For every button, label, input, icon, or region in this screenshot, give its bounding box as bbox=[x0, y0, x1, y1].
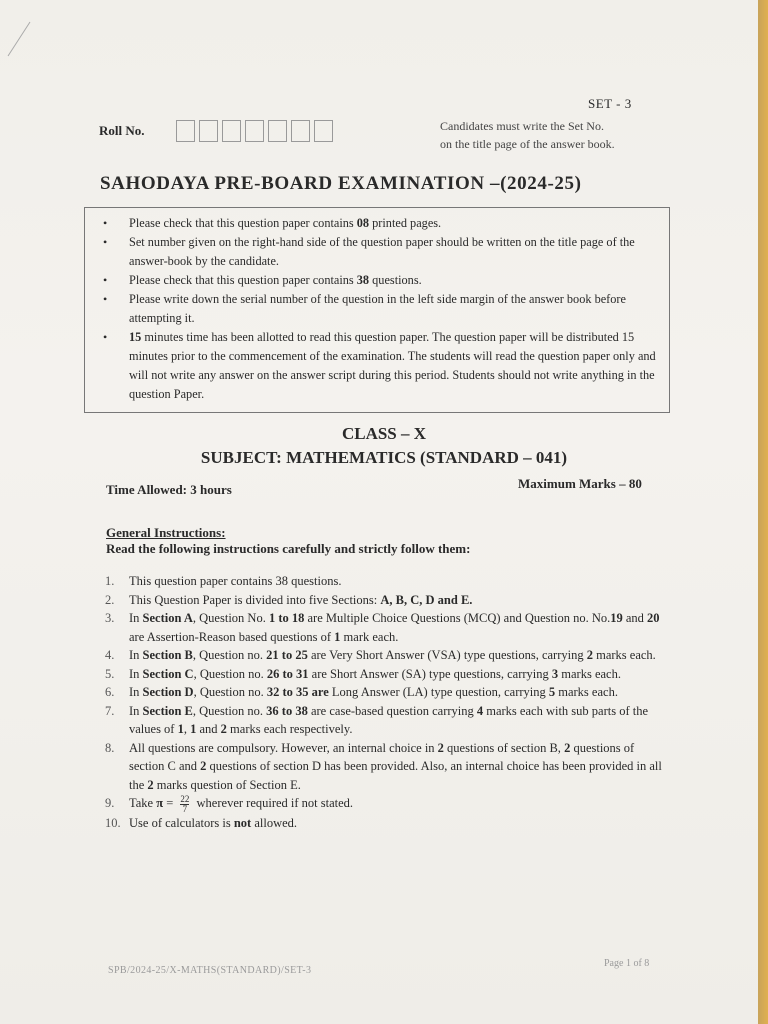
general-instruction-item bbox=[100, 646, 672, 665]
instruction-text: allowed. bbox=[251, 815, 298, 830]
roll-no-box[interactable] bbox=[176, 120, 195, 142]
instruction-bold-text: A, B, C, D and E. bbox=[380, 592, 473, 607]
instruction-text: marks each. bbox=[555, 685, 618, 699]
general-instruction-item bbox=[100, 794, 672, 814]
instruction-text: are case-based question carrying bbox=[307, 703, 477, 718]
instruction-text: mark each. bbox=[340, 629, 399, 644]
instruction-text: , Question no. bbox=[192, 703, 267, 718]
instruction-number: 7. bbox=[105, 703, 115, 718]
instruction-text: Take bbox=[129, 796, 157, 810]
instruction-bold-text: Section C bbox=[142, 666, 194, 681]
instruction-text: marks each respectively. bbox=[226, 722, 353, 736]
fold-mark bbox=[0, 0, 40, 60]
instruction-bold-text: 26 to 31 bbox=[266, 666, 309, 681]
paper-edge-shadow bbox=[758, 0, 768, 1024]
roll-no-box[interactable] bbox=[199, 120, 218, 142]
instruction-text: marks each with sub parts of the values of bbox=[129, 703, 649, 736]
preliminary-instructions-box bbox=[84, 207, 670, 413]
instruction-bold-text: 1 bbox=[334, 629, 341, 644]
instruction-text: , Question No. bbox=[192, 611, 269, 625]
instruction-bold-text: 19 bbox=[610, 611, 623, 625]
instruction-number: 6. bbox=[105, 685, 115, 699]
instruction-text: questions of section B, bbox=[443, 740, 565, 755]
instruction-text: Please check that this question paper contains bbox=[129, 216, 357, 230]
bullet-icon: • bbox=[103, 216, 108, 230]
pi-fraction: $\frac{22}{7}$ bbox=[180, 793, 190, 814]
preliminary-instruction-item bbox=[95, 271, 657, 290]
general-instruction-item bbox=[100, 683, 672, 702]
instruction-text: are Very Short Answer (VSA) type questions, carrying bbox=[307, 648, 587, 662]
bullet-icon: • bbox=[103, 273, 108, 287]
instruction-text: and bbox=[622, 611, 648, 625]
instruction-text: questions. bbox=[369, 273, 422, 287]
instruction-text: In bbox=[129, 703, 143, 718]
instruction-text: marks question of Section E. bbox=[153, 777, 301, 792]
instruction-text: are Short Answer (SA) type questions, carrying bbox=[308, 666, 552, 681]
instruction-text: This Question Paper is divided into five Sections: bbox=[129, 592, 381, 607]
instruction-text: questions of section C and bbox=[129, 740, 635, 773]
instruction-text: marks each. bbox=[558, 666, 621, 681]
instruction-text: In bbox=[129, 611, 143, 625]
instruction-number: 1. bbox=[105, 574, 115, 588]
instruction-number: 3. bbox=[105, 611, 115, 625]
footer-page-number: Page 1 of 8 bbox=[604, 958, 650, 969]
instruction-bold-text: 2 bbox=[220, 722, 227, 736]
roll-no-box[interactable] bbox=[314, 120, 333, 142]
bullet-icon: • bbox=[103, 330, 108, 344]
instruction-bold-text: 1 bbox=[190, 722, 197, 736]
instruction-text: Long Answer (LA) type question, carrying bbox=[328, 685, 549, 699]
instruction-bold-text: Section A bbox=[142, 611, 193, 625]
instruction-text: In bbox=[129, 685, 143, 699]
preliminary-instruction-item bbox=[95, 290, 657, 328]
candidate-note bbox=[440, 117, 670, 153]
preliminary-instruction-item bbox=[95, 328, 657, 404]
instruction-bold-text: Section E bbox=[142, 703, 193, 718]
roll-no-box[interactable] bbox=[222, 120, 241, 142]
instruction-text: , bbox=[183, 722, 191, 736]
instruction-number: 2. bbox=[105, 592, 115, 607]
instruction-text: printed pages. bbox=[369, 216, 442, 230]
roll-no-box[interactable] bbox=[245, 120, 264, 142]
preliminary-instruction-item bbox=[95, 214, 657, 233]
instruction-text: are Assertion-Reason based questions of bbox=[129, 629, 335, 644]
roll-no-boxes[interactable] bbox=[176, 120, 337, 142]
general-instruction-item bbox=[100, 665, 672, 684]
roll-no-label: Roll No. bbox=[99, 123, 145, 138]
instruction-bold-text: Section D bbox=[142, 685, 194, 699]
instruction-text: questions of section D has been provided. Also, an internal choice has been provided in all the bbox=[129, 759, 662, 792]
instruction-text: This question paper contains 38 questions. bbox=[129, 574, 342, 588]
instruction-text: In bbox=[129, 648, 143, 662]
instruction-text: , Question no. bbox=[193, 685, 267, 699]
instruction-number: 8. bbox=[105, 740, 115, 755]
instruction-bold-text: 2 bbox=[147, 777, 154, 792]
set-number: SET - 3 bbox=[588, 96, 632, 111]
instruction-bold-text: 3 bbox=[551, 666, 559, 681]
instruction-text: minutes time has been allotted to read this question paper. The question paper will be distributed 15 minutes prior to the commencement of the examination. The students will read the question paper only and will not write any answer on the answer script during this period. Students should not write anything in the question Paper. bbox=[129, 330, 656, 401]
candidate-note-line2: on the title page of the answer book. bbox=[440, 137, 615, 151]
general-instruction-item bbox=[100, 591, 672, 610]
instruction-text: Please check that this question paper contains bbox=[129, 273, 357, 287]
general-instructions-title: General Instructions: bbox=[106, 525, 226, 540]
instruction-text: wherever required if not stated. bbox=[193, 796, 354, 810]
instruction-bold-text: 5 bbox=[548, 685, 556, 699]
instruction-text: = bbox=[163, 796, 177, 810]
instruction-bold-text: 38 bbox=[356, 273, 370, 287]
instruction-text: Use of calculators is bbox=[129, 815, 234, 830]
instruction-bold-text: not bbox=[233, 815, 252, 830]
instruction-text: , Question no. bbox=[193, 666, 267, 681]
instruction-number: 4. bbox=[105, 648, 115, 662]
instruction-text: marks each. bbox=[592, 648, 656, 662]
instruction-bold-text: π bbox=[156, 796, 164, 810]
instruction-bold-text: 2 bbox=[564, 740, 571, 755]
time-allowed: Time Allowed: 3 hours bbox=[106, 482, 232, 497]
instruction-bold-text: 4 bbox=[476, 703, 484, 718]
general-instruction-item bbox=[100, 739, 672, 795]
subject-title: SUBJECT: MATHEMATICS (STANDARD – 041) bbox=[200, 448, 568, 467]
instruction-text: are Multiple Choice Questions (MCQ) and Question no. No. bbox=[304, 611, 611, 625]
instruction-bold-text: Section B bbox=[142, 648, 193, 662]
general-instructions-subtitle: Read the following instructions carefully and strictly follow them: bbox=[106, 541, 471, 556]
footer-paper-code: SPB/2024-25/X-MATHS(STANDARD)/SET-3 bbox=[108, 965, 312, 976]
instruction-number: 10. bbox=[105, 815, 121, 830]
general-instruction-item bbox=[100, 572, 672, 591]
preliminary-instruction-item bbox=[95, 233, 657, 271]
instruction-bold-text: 1 to 18 bbox=[268, 611, 305, 625]
instruction-text: , Question no. bbox=[192, 648, 267, 662]
instruction-text: Set number given on the right-hand side of the question paper should be written on the title page of the answer-book by the candidate. bbox=[129, 235, 635, 268]
instruction-text: All questions are compulsory. However, an internal choice in bbox=[129, 740, 438, 755]
general-instructions-list bbox=[100, 572, 672, 832]
candidate-note-line1: Candidates must write the Set No. bbox=[440, 119, 604, 133]
instruction-text: Please write down the serial number of the question in the left side margin of the answer book before attempting it. bbox=[129, 292, 626, 325]
instruction-text: In bbox=[129, 666, 143, 681]
instruction-bold-text: 15 bbox=[129, 330, 142, 344]
class-title: CLASS – X bbox=[341, 424, 427, 443]
bullet-icon: • bbox=[103, 235, 108, 249]
instruction-number: 5. bbox=[105, 666, 115, 681]
instruction-text: and bbox=[196, 722, 221, 736]
instruction-bold-text: 32 to 35 are bbox=[266, 685, 329, 699]
maximum-marks: Maximum Marks – 80 bbox=[518, 476, 642, 491]
instruction-bold-text: 2 bbox=[437, 740, 444, 755]
instruction-bold-text: 1 bbox=[177, 722, 184, 736]
general-instruction-item bbox=[100, 702, 672, 739]
instruction-bold-text: 36 to 38 bbox=[266, 703, 308, 718]
instruction-number: 9. bbox=[105, 796, 115, 810]
bullet-icon: • bbox=[103, 292, 108, 306]
instruction-bold-text: 2 bbox=[586, 648, 593, 662]
general-instruction-item bbox=[100, 814, 672, 833]
instruction-bold-text: 20 bbox=[647, 611, 660, 625]
instruction-bold-text: 21 to 25 bbox=[266, 648, 308, 662]
instruction-bold-text: 08 bbox=[356, 216, 370, 230]
roll-no-box[interactable] bbox=[268, 120, 287, 142]
general-instruction-item bbox=[100, 609, 672, 646]
roll-no-box[interactable] bbox=[291, 120, 310, 142]
exam-title: SAHODAYA PRE-BOARD EXAMINATION –(2024-25) bbox=[100, 173, 582, 194]
instruction-bold-text: 2 bbox=[200, 759, 207, 773]
preliminary-instructions-list bbox=[95, 214, 657, 404]
